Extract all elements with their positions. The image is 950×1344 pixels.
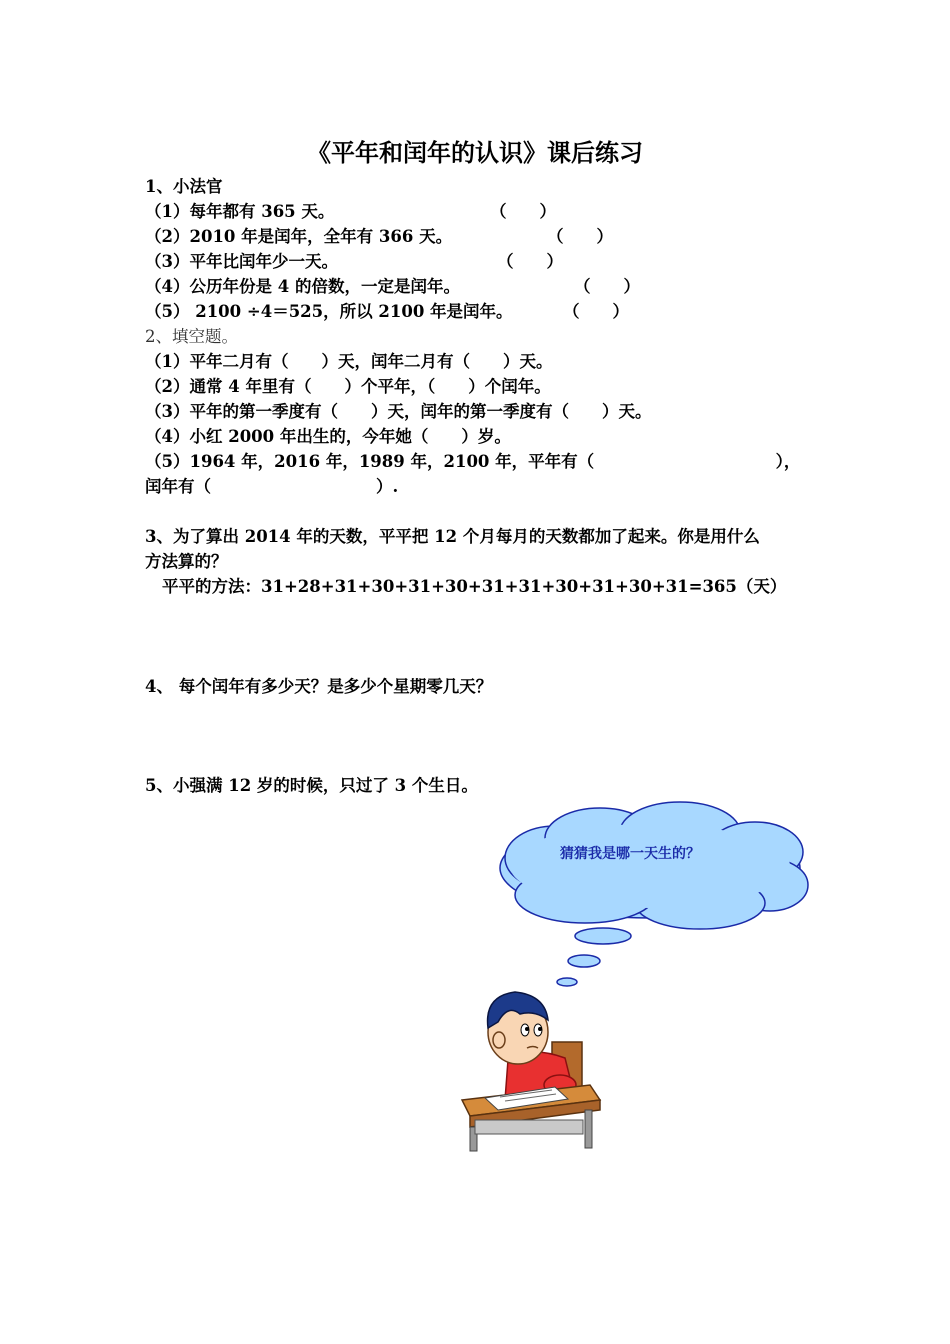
page-title: 《平年和闰年的认识》课后练习: [307, 138, 643, 167]
q2-item-6: 闰年有（ ）.: [145, 477, 399, 496]
q2-item-3: （3）平年的第一季度有（ ）天，闰年的第一季度有（ ）天。: [145, 402, 652, 421]
q1-heading: 1、小法官: [145, 177, 223, 196]
q3-method: 平平的方法：31+28+31+30+31+30+31+31+30+31+30+31=365（天）: [162, 577, 787, 596]
q1-blank-2[interactable]: （ ）: [547, 227, 613, 246]
q2-item-5: （5）1964 年，2016 年，1989 年，2100 年，平年有（ ），: [145, 452, 801, 471]
thought-bubble-small: [557, 978, 577, 986]
thought-bubble-medium: [568, 955, 600, 967]
q2-item-2: （2）通常 4 年里有（ ）个平年，（ ）个闰年。: [145, 377, 551, 396]
q1-item-3: （3）平年比闰年少一天。: [145, 252, 338, 271]
q1-blank-4[interactable]: （ ）: [574, 277, 640, 296]
q1-blank-5[interactable]: （ ）: [563, 302, 629, 321]
thought-bubble-large: [575, 928, 631, 944]
q3-question-line1: 3、为了算出 2014 年的天数，平平把 12 个月每月的天数都加了起来。你是用什么: [145, 527, 760, 546]
boy-at-desk-image: [462, 992, 600, 1151]
q1-item-5: （5） 2100 ÷4＝525，所以 2100 年是闰年。: [145, 302, 513, 321]
thought-text: 猜猜我是哪一天生的？: [560, 846, 700, 862]
q3-question-line2: 方法算的？: [145, 552, 228, 571]
q1-blank-1[interactable]: （ ）: [490, 202, 556, 221]
q2-item-1: （1）平年二月有（ ）天，闰年二月有（ ）天。: [145, 352, 553, 371]
q1-item-2: （2）2010 年是闰年，全年有 366 天。: [145, 227, 453, 246]
q1-item-1: （1）每年都有 365 天。: [145, 202, 335, 221]
q2-item-4: （4）小红 2000 年出生的，今年她（ ）岁。: [145, 427, 511, 446]
q1-blank-3[interactable]: （ ）: [497, 252, 563, 271]
q5-question: 5、小强满 12 岁的时候，只过了 3 个生日。: [145, 776, 478, 795]
q4-question: 4、 每个闰年有多少天？是多少个星期零几天？: [145, 677, 493, 696]
q2-heading: 2、填空题。: [145, 327, 238, 346]
q1-item-4: （4）公历年份是 4 的倍数，一定是闰年。: [145, 277, 460, 296]
